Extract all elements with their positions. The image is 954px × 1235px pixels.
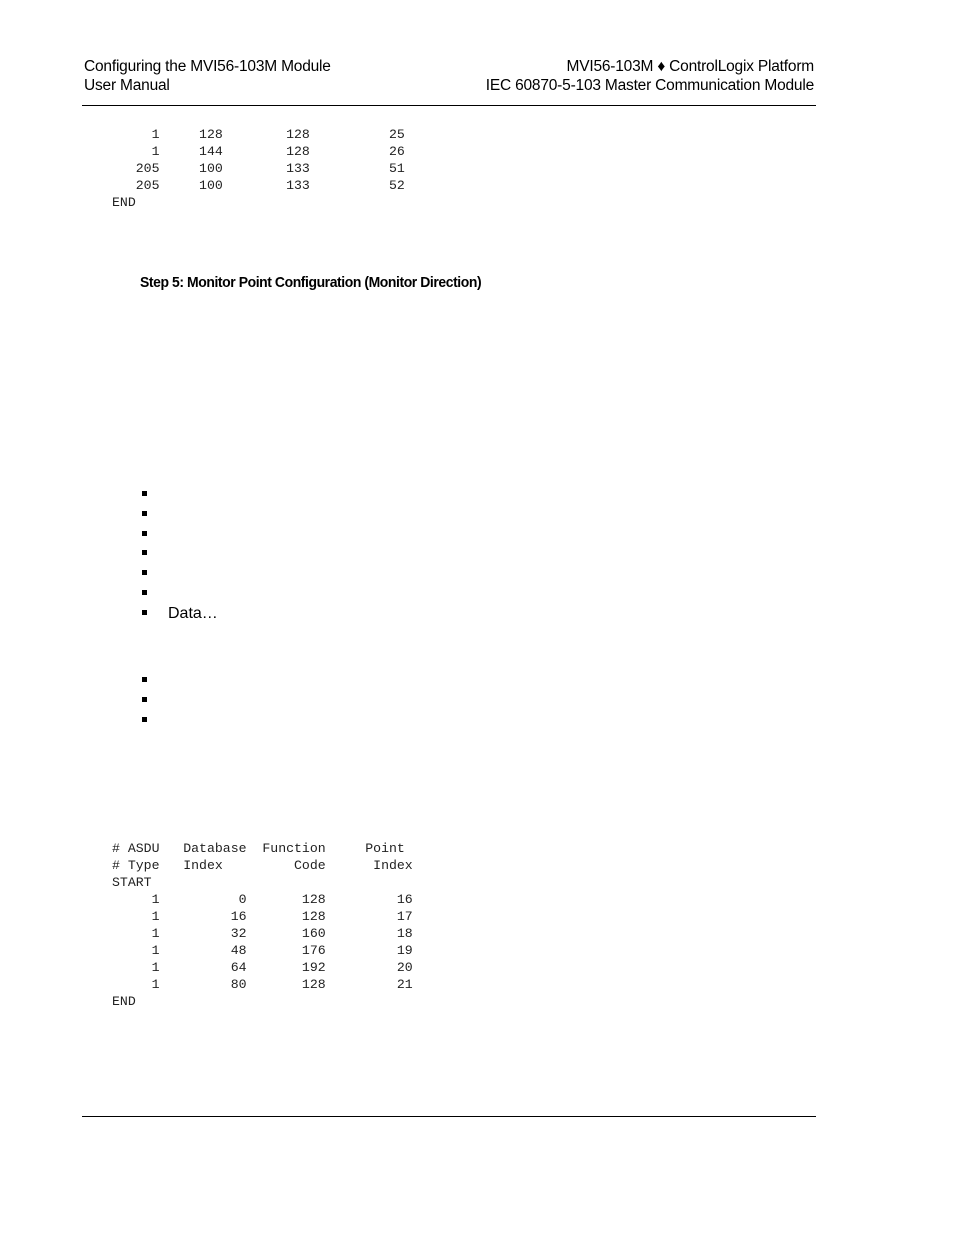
list-item xyxy=(140,564,218,584)
step-heading: Step 5: Monitor Point Configuration (Monitor Direction) xyxy=(140,274,482,291)
list-item xyxy=(140,711,168,731)
bullet-square-icon xyxy=(142,550,147,555)
bullet-square-icon xyxy=(142,717,147,722)
bullet-square-icon xyxy=(142,590,147,595)
list-item xyxy=(140,691,168,711)
code-block-command-points xyxy=(112,126,405,211)
list-item xyxy=(140,544,218,564)
code-line: END xyxy=(112,195,136,210)
list-item-text: Data… xyxy=(168,604,218,622)
code-line: 1 64 192 20 xyxy=(112,960,413,975)
code-line: 1 0 128 16 xyxy=(112,892,413,907)
code-line: START xyxy=(112,875,152,890)
bullet-square-icon xyxy=(142,697,147,702)
document-type: User Manual xyxy=(84,77,170,94)
bullet-list-data-types xyxy=(140,485,218,624)
code-line: 1 48 176 19 xyxy=(112,943,413,958)
code-line: END xyxy=(112,994,136,1009)
list-item xyxy=(140,505,218,525)
list-item xyxy=(140,485,218,505)
list-item xyxy=(140,584,218,604)
bullet-square-icon xyxy=(142,491,147,496)
code-line: 205 100 133 52 xyxy=(112,178,405,193)
code-block-monitor-points xyxy=(112,840,413,1010)
bullet-square-icon xyxy=(142,511,147,516)
product-description: IEC 60870-5-103 Master Communication Module xyxy=(485,77,814,94)
code-header-line: # Type Index Code Index xyxy=(112,858,413,873)
code-line: 1 80 128 21 xyxy=(112,977,413,992)
code-line: 205 100 133 51 xyxy=(112,161,405,176)
bullet-square-icon xyxy=(142,570,147,575)
product-platform: MVI56-103M ♦ ControlLogix Platform xyxy=(566,58,814,75)
bullet-list-parameters xyxy=(140,671,168,730)
list-item xyxy=(140,525,218,545)
running-header-left xyxy=(84,57,331,95)
document-chapter-title: Configuring the MVI56-103M Module xyxy=(84,58,331,75)
list-item xyxy=(140,604,218,624)
code-line: 1 128 128 25 xyxy=(112,127,405,142)
running-header-right xyxy=(486,57,814,95)
footer-divider xyxy=(82,1116,816,1117)
code-line: 1 32 160 18 xyxy=(112,926,413,941)
list-item xyxy=(140,671,168,691)
header-divider xyxy=(82,105,816,106)
bullet-square-icon xyxy=(142,531,147,536)
code-line: 1 16 128 17 xyxy=(112,909,413,924)
code-line: 1 144 128 26 xyxy=(112,144,405,159)
bullet-square-icon xyxy=(142,677,147,682)
bullet-square-icon xyxy=(142,610,147,615)
code-header-line: # ASDU Database Function Point xyxy=(112,841,405,856)
